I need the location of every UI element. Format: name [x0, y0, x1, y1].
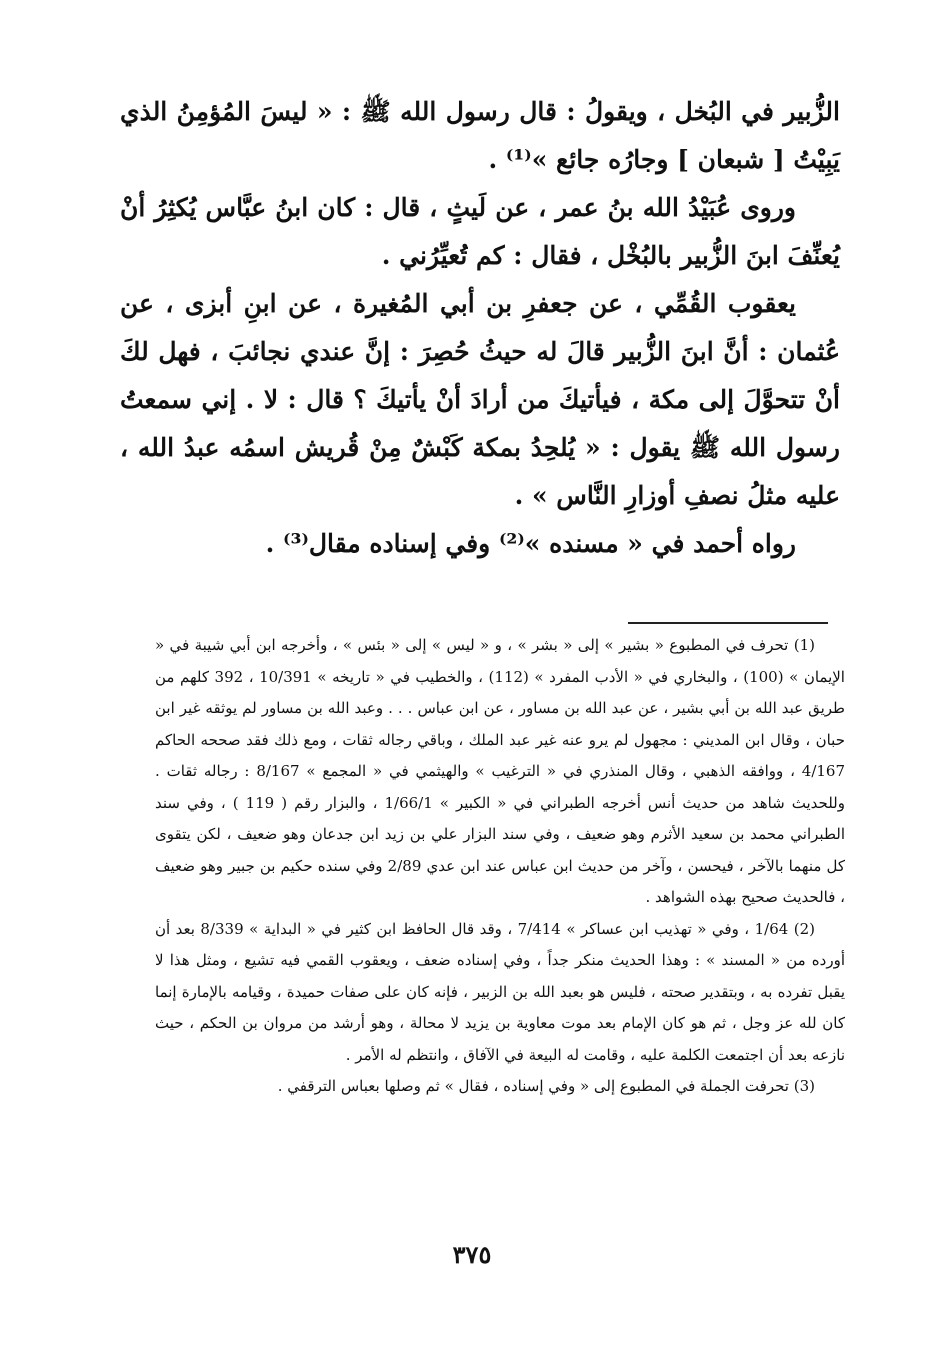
footnote-divider [628, 622, 828, 624]
footnote-1: (1) تحرف في المطبوع « بشير » إلى « بشر » ، و « ليس » إلى « بئس » ، وأخرجه ابن أبي شيبة في « الإيمان » (100) ، والبخاري في « الأدب المفرد » (112) ، والخطيب في « تاريخه » 10/391 ، 392 كلهم من طريق عبد الله بن أبي بشير ، عن عبد الله بن مساور ، عن ابن عباس . . . وعبد الله بن مساور لم يوثقه غير ابن حبان ، وقال ابن المديني : مجهول لم يرو عنه غير عبد الملك ، وباقي رجاله ثقات ، ومع ذلك فقد صححه الحاكم 4/167 ، ووافقه الذهبي ، وقال المنذري في « الترغيب » والهيثمي في « المجمع » 8/167 : رجاله ثقات . وللحديث شاهد من حديث أنس أخرجه الطبراني في « الكبير » 1/66/1 ، والبزار رقم ( 119 ) ، وفي سند الطبراني محمد بن سعيد الأثرم وهو ضعيف ، وفي سند البزار علي بن زيد ابن جدعان وهو ضعيف ، لكن يتقوى كل منهما بالآخر ، فيحسن ، وآخر من حديث ابن عباس عند ابن عدي 2/89 وفي سنده حكيم بن جبير وهو ضعيف ، فالحديث صحيح بهذه الشواهد . [155, 636, 846, 906]
page-number: ٣٧٥ [452, 1240, 492, 1269]
main-paragraph-2: وروى عُبَيْدُ الله بنُ عمر ، عن لَيثٍ ، قال : كان ابنُ عبَّاس يُكثِرُ أنْ يُعنِّفَ ابنَ الزُّبير بالبُخْل ، فقال : كم تُعيِّرُني . [120, 193, 840, 270]
main-paragraph-4: رواه أحمد في « مسنده »⁽²⁾ وفي إسناده مقال⁽³⁾ . [265, 529, 796, 558]
footnotes [155, 630, 845, 1103]
main-paragraph-1: الزُّبير في البُخل ، ويقولُ : قال رسول الله ﷺ : « ليسَ المُؤمِنُ الذي يَبِيْتُ [ شبعان ] وجارُه جائع »⁽¹⁾ . [120, 97, 840, 174]
main-paragraph-3: يعقوب القُمِّي ، عن جعفرِ بن أبي المُغيرة ، عن ابنِ أبزى ، عن عُثمان : أنَّ ابنَ الزُّبير قالَ له حيثُ حُصِرَ : إنَّ عندي نجائبَ ، فهل لكَ أنْ تتحوَّلَ إلى مكة ، فيأتيكَ من أرادَ أنْ يأتيكَ ؟ قال : لا . إني سمعتُ رسول الله ﷺ يقول : « يُلحِدُ بمكة كَبْشٌ مِنْ قُريش اسمُه عبدُ الله ، عليه مثلُ نصفِ أوزارِ النَّاس » . [120, 289, 840, 510]
main-text [120, 88, 840, 568]
footnote-2: (2) 1/64 ، وفي « تهذيب ابن عساكر » 7/414 ، وقد قال الحافظ ابن كثير في « البداية » 8/339 بعد أن أورده من « المسند » : وهذا الحديث منكر جداً ، وفي إسناده ضعف ، ويعقوب القمي فيه تشيع ، ومثل هذا لا يقبل تفرده به ، وبتقدير صحته ، فليس هو بعبد الله بن الزبير ، فإنه كان على صفات حميدة ، وقيامه بالإمارة إنما كان لله عز وجل ، ثم هو كان الإمام بعد موت معاوية بن يزيد لا محالة ، وهو أرشد من مروان بن الحكم ، حيث نازعه بعد أن اجتمعت الكلمة عليه ، وقامت له البيعة في الآفاق ، وانتظم له الأمر . [155, 919, 845, 1064]
footnote-3: (3) تحرفت الجملة في المطبوع إلى « وفي إسناده ، فقال » ثم وصلها بعباس الترقفي . [277, 1077, 815, 1095]
